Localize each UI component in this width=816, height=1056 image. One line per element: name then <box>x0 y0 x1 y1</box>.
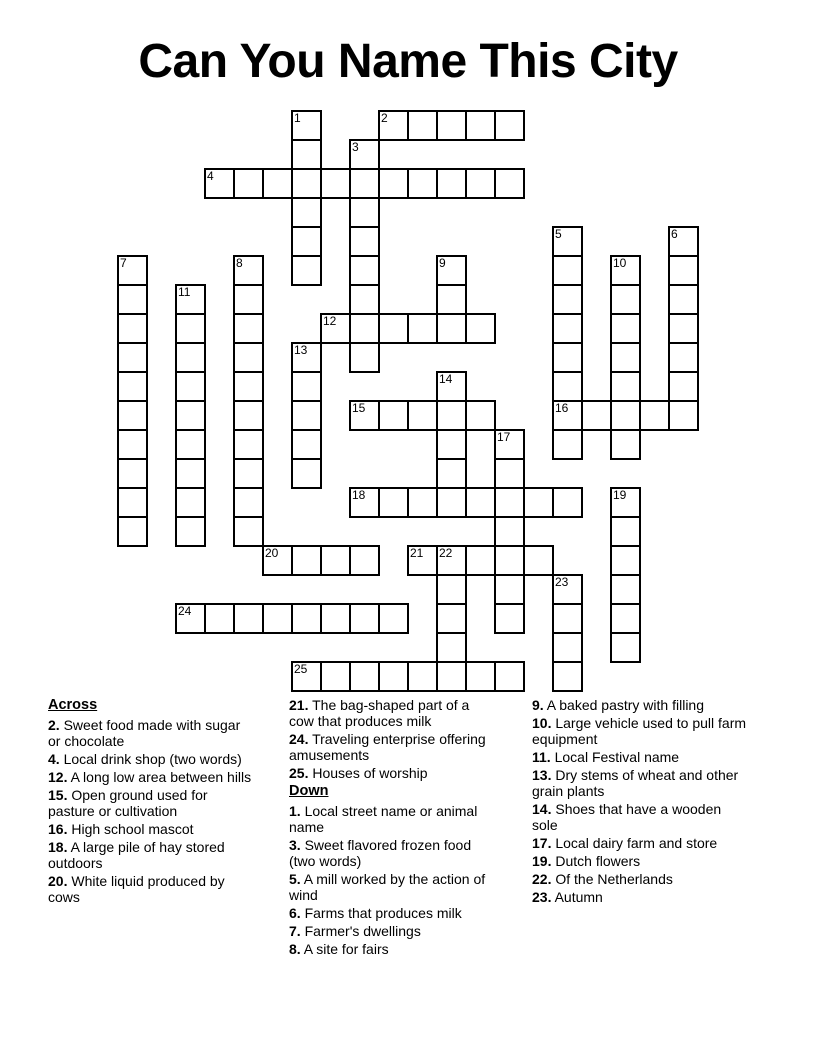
clue-number: 18. <box>48 839 68 855</box>
grid-cell[interactable] <box>175 400 206 431</box>
clue-item: 9. A baked pastry with filling <box>532 697 704 713</box>
grid-cell[interactable] <box>610 342 641 373</box>
grid-cell[interactable] <box>233 603 264 634</box>
clue-item: 10. Large vehicle used to pull farm equipment <box>532 715 747 747</box>
clue-item: 15. Open ground used for pasture or cultivation <box>48 787 208 819</box>
clue-number: 12. <box>48 769 68 785</box>
grid-cell[interactable] <box>668 313 699 344</box>
down-heading: Down <box>289 783 329 799</box>
grid-cell[interactable] <box>436 458 467 489</box>
grid-cell[interactable] <box>320 661 351 692</box>
grid-cell[interactable] <box>175 516 206 547</box>
clue-item: 18. A large pile of hay stored outdoors <box>48 839 225 871</box>
down-clues-part1 <box>289 803 495 957</box>
grid-cell[interactable] <box>610 516 641 547</box>
grid-cell[interactable] <box>175 429 206 460</box>
clue-number: 19. <box>532 853 552 869</box>
grid-cell[interactable] <box>349 661 380 692</box>
grid-cell[interactable] <box>436 661 467 692</box>
clue-number: 14. <box>532 801 552 817</box>
grid-cell[interactable] <box>465 487 496 518</box>
grid-cell[interactable] <box>349 545 380 576</box>
cell-number: 11 <box>178 285 191 299</box>
grid-cell[interactable] <box>233 400 264 431</box>
grid-cell[interactable] <box>436 371 467 402</box>
down-clues-part2 <box>532 697 747 905</box>
grid-cell[interactable] <box>349 342 380 373</box>
grid-cell[interactable] <box>117 400 148 431</box>
grid-cell[interactable] <box>407 168 438 199</box>
grid-cell[interactable] <box>668 284 699 315</box>
grid-cell[interactable] <box>465 168 496 199</box>
cell-number: 9 <box>439 256 446 270</box>
grid-cell[interactable] <box>407 545 438 576</box>
grid-cell[interactable] <box>117 255 148 286</box>
clue-item: 23. Autumn <box>532 889 603 905</box>
grid-cell[interactable] <box>494 603 525 634</box>
clue-item: 25. Houses of worship <box>289 765 428 781</box>
grid-cell[interactable] <box>233 168 264 199</box>
grid-cell[interactable] <box>378 487 409 518</box>
cell-number: 17 <box>497 430 511 444</box>
grid-cell[interactable] <box>233 429 264 460</box>
clue-number: 11. <box>532 749 551 765</box>
grid-cell[interactable] <box>668 255 699 286</box>
cell-number: 8 <box>236 256 243 270</box>
cell-number: 3 <box>352 140 359 154</box>
grid-cell[interactable] <box>117 284 148 315</box>
grid-cell[interactable] <box>320 545 351 576</box>
grid-cell[interactable] <box>552 603 583 634</box>
grid-cell[interactable] <box>552 342 583 373</box>
grid-cell[interactable] <box>610 487 641 518</box>
grid-cell[interactable] <box>175 487 206 518</box>
grid-cell[interactable] <box>378 168 409 199</box>
clue-item: 12. A long low area between hills <box>48 769 252 785</box>
grid-cell[interactable] <box>668 371 699 402</box>
grid-cell[interactable] <box>291 139 322 170</box>
grid-cell[interactable] <box>262 545 293 576</box>
clue-number: 22. <box>532 871 552 887</box>
grid-cell[interactable] <box>436 603 467 634</box>
puzzle-title: Can You Name This City <box>138 35 678 88</box>
clue-item: 7. Farmer's dwellings <box>289 923 421 939</box>
clues-column-3 <box>532 697 747 907</box>
clue-item: 22. Of the Netherlands <box>532 871 673 887</box>
clue-number: 10. <box>532 715 552 731</box>
clue-number: 20. <box>48 873 68 889</box>
grid-cell[interactable] <box>407 110 438 141</box>
grid-cell[interactable] <box>291 603 322 634</box>
grid-cell[interactable] <box>291 371 322 402</box>
grid-cell[interactable] <box>436 429 467 460</box>
clue-number: 8. <box>289 941 301 957</box>
clue-item: 20. White liquid produced by cows <box>48 873 225 905</box>
grid-cell[interactable] <box>349 603 380 634</box>
grid-cell[interactable] <box>610 371 641 402</box>
clue-item: 2. Sweet food made with sugar or chocolate <box>48 717 241 749</box>
grid-cell[interactable] <box>320 168 351 199</box>
grid-cell[interactable] <box>204 603 235 634</box>
grid-cell[interactable] <box>262 168 293 199</box>
grid-cell[interactable] <box>465 400 496 431</box>
clue-item: 6. Farms that produces milk <box>289 905 462 921</box>
grid-cell[interactable] <box>233 487 264 518</box>
grid-cell[interactable] <box>668 226 699 257</box>
grid-cell[interactable] <box>320 603 351 634</box>
clue-number: 24. <box>289 731 309 747</box>
grid-cell[interactable] <box>552 487 583 518</box>
grid-cell[interactable] <box>233 516 264 547</box>
cell-number: 22 <box>439 546 453 560</box>
grid-cell[interactable] <box>610 284 641 315</box>
grid-cell[interactable] <box>407 400 438 431</box>
clue-number: 4. <box>48 751 60 767</box>
grid-cell[interactable] <box>407 661 438 692</box>
grid-cell[interactable] <box>349 255 380 286</box>
clue-item: 19. Dutch flowers <box>532 853 641 869</box>
clue-item: 21. The bag-shaped part of a cow that produces milk <box>289 697 470 729</box>
grid-cell[interactable] <box>436 255 467 286</box>
grid-cell[interactable] <box>639 400 670 431</box>
grid-cell[interactable] <box>349 168 380 199</box>
clue-number: 25. <box>289 765 309 781</box>
grid-cell[interactable] <box>465 661 496 692</box>
grid-cell[interactable] <box>436 110 467 141</box>
clue-item: 11. Local Festival name <box>532 749 680 765</box>
grid-cell[interactable] <box>494 574 525 605</box>
grid-cell[interactable] <box>552 255 583 286</box>
grid-cell[interactable] <box>494 429 525 460</box>
grid-cell[interactable] <box>233 458 264 489</box>
cell-number: 23 <box>555 575 569 589</box>
grid-cell[interactable] <box>291 342 322 373</box>
grid-cell[interactable] <box>291 255 322 286</box>
grid-cell[interactable] <box>291 168 322 199</box>
grid-cell[interactable] <box>523 545 554 576</box>
grid-cell[interactable] <box>233 342 264 373</box>
grid-cell[interactable] <box>378 661 409 692</box>
grid-cell[interactable] <box>436 487 467 518</box>
grid-cell[interactable] <box>204 168 235 199</box>
grid-cell[interactable] <box>291 429 322 460</box>
grid-cell[interactable] <box>117 429 148 460</box>
cell-number: 18 <box>352 488 366 502</box>
grid-cell[interactable] <box>552 371 583 402</box>
grid-cell[interactable] <box>552 284 583 315</box>
grid-cell[interactable] <box>610 313 641 344</box>
grid-cell[interactable] <box>581 400 612 431</box>
clue-item: 8. A site for fairs <box>289 941 389 957</box>
cell-number: 24 <box>178 604 192 618</box>
clue-number: 6. <box>289 905 301 921</box>
grid-cell[interactable] <box>349 197 380 228</box>
cell-number: 14 <box>439 372 453 386</box>
grid-cell[interactable] <box>436 574 467 605</box>
clue-item: 5. A mill worked by the action of wind <box>289 871 486 903</box>
grid-cell[interactable] <box>610 603 641 634</box>
grid-cell[interactable] <box>494 661 525 692</box>
grid-cell[interactable] <box>494 516 525 547</box>
across-clues-part2 <box>289 697 495 781</box>
clue-item: 24. Traveling enterprise offering amusements <box>289 731 486 763</box>
grid-cell[interactable] <box>291 661 322 692</box>
clue-item: 17. Local dairy farm and store <box>532 835 718 851</box>
grid-cell[interactable] <box>349 487 380 518</box>
clue-number: 1. <box>289 803 301 819</box>
grid-cell[interactable] <box>610 545 641 576</box>
grid-cell[interactable] <box>465 110 496 141</box>
grid-cell[interactable] <box>378 603 409 634</box>
grid-cell[interactable] <box>233 255 264 286</box>
grid-cell[interactable] <box>117 487 148 518</box>
grid-cell[interactable] <box>552 313 583 344</box>
grid-cell[interactable] <box>175 284 206 315</box>
cell-number: 20 <box>265 546 279 560</box>
grid-cell[interactable] <box>117 313 148 344</box>
grid-cell[interactable] <box>175 313 206 344</box>
clue-number: 23. <box>532 889 552 905</box>
grid-cell[interactable] <box>436 284 467 315</box>
clue-number: 17. <box>532 835 552 851</box>
cell-number: 5 <box>555 227 562 241</box>
clue-number: 21. <box>289 697 309 713</box>
across-clues-part1 <box>48 717 253 905</box>
grid-cell[interactable] <box>552 226 583 257</box>
cell-number: 15 <box>352 401 366 415</box>
grid-cell[interactable] <box>552 400 583 431</box>
clues-column-1 <box>48 697 253 907</box>
grid-cell[interactable] <box>552 661 583 692</box>
grid-cell[interactable] <box>117 371 148 402</box>
grid-cell[interactable] <box>668 400 699 431</box>
grid-cell[interactable] <box>291 458 322 489</box>
cell-number: 2 <box>381 111 388 125</box>
cell-number: 19 <box>613 488 627 502</box>
grid-cell[interactable] <box>610 400 641 431</box>
clue-item: 14. Shoes that have a wooden sole <box>532 801 722 833</box>
cell-number: 7 <box>120 256 127 270</box>
clue-number: 9. <box>532 697 544 713</box>
grid-cell[interactable] <box>494 545 525 576</box>
grid-cell[interactable] <box>175 371 206 402</box>
grid-cell[interactable] <box>494 168 525 199</box>
clue-number: 2. <box>48 717 60 733</box>
grid-cell[interactable] <box>610 255 641 286</box>
grid-cell[interactable] <box>349 226 380 257</box>
grid-cell[interactable] <box>610 632 641 663</box>
grid-cell[interactable] <box>291 110 322 141</box>
cell-number: 10 <box>613 256 627 270</box>
grid-cell[interactable] <box>175 603 206 634</box>
grid-cell[interactable] <box>378 110 409 141</box>
cell-number: 4 <box>207 169 214 183</box>
grid-cell[interactable] <box>291 545 322 576</box>
clue-number: 3. <box>289 837 301 853</box>
grid-cell[interactable] <box>349 400 380 431</box>
grid-cell[interactable] <box>117 516 148 547</box>
cell-number: 6 <box>671 227 678 241</box>
clue-item: 3. Sweet flavored frozen food (two words) <box>289 837 472 869</box>
grid-cell[interactable] <box>668 342 699 373</box>
grid-cell[interactable] <box>291 226 322 257</box>
grid-cell[interactable] <box>175 342 206 373</box>
grid-cell[interactable] <box>291 400 322 431</box>
clue-number: 13. <box>532 767 552 783</box>
grid-cell[interactable] <box>523 487 554 518</box>
clue-number: 5. <box>289 871 301 887</box>
clue-number: 16. <box>48 821 68 837</box>
grid-cell[interactable] <box>552 632 583 663</box>
grid-cell[interactable] <box>378 400 409 431</box>
grid-cell[interactable] <box>494 458 525 489</box>
grid-cell[interactable] <box>117 458 148 489</box>
grid-cell[interactable] <box>436 632 467 663</box>
grid-cell[interactable] <box>610 574 641 605</box>
grid-cell[interactable] <box>233 371 264 402</box>
cell-number: 13 <box>294 343 308 357</box>
clue-number: 15. <box>48 787 68 803</box>
grid-cell[interactable] <box>349 139 380 170</box>
grid-cell[interactable] <box>552 429 583 460</box>
grid-cell[interactable] <box>349 313 380 344</box>
grid-cell[interactable] <box>407 313 438 344</box>
clues-column-2 <box>289 697 495 959</box>
grid-cell[interactable] <box>436 168 467 199</box>
grid-cell[interactable] <box>378 313 409 344</box>
clue-item: 16. High school mascot <box>48 821 194 837</box>
clue-item: 4. Local drink shop (two words) <box>48 751 242 767</box>
grid-cell[interactable] <box>436 313 467 344</box>
clue-item: 1. Local street name or animal name <box>289 803 478 835</box>
grid-cell[interactable] <box>465 313 496 344</box>
clue-number: 7. <box>289 923 301 939</box>
cell-number: 25 <box>294 662 308 676</box>
clue-item: 13. Dry stems of wheat and other grain plants <box>532 767 739 799</box>
grid-cell[interactable] <box>175 458 206 489</box>
grid-cell[interactable] <box>465 545 496 576</box>
cell-number: 16 <box>555 401 569 415</box>
cell-number: 1 <box>294 111 301 125</box>
grid-cell[interactable] <box>436 545 467 576</box>
grid-cell[interactable] <box>291 197 322 228</box>
grid-cell[interactable] <box>494 110 525 141</box>
grid-cell[interactable] <box>233 313 264 344</box>
cell-number: 12 <box>323 314 337 328</box>
grid-cell[interactable] <box>407 487 438 518</box>
cell-number: 21 <box>410 546 424 560</box>
across-heading: Across <box>48 697 98 713</box>
grid-cell[interactable] <box>320 313 351 344</box>
grid-cell[interactable] <box>494 487 525 518</box>
grid-cell[interactable] <box>233 284 264 315</box>
grid-cell[interactable] <box>436 400 467 431</box>
grid-cell[interactable] <box>552 574 583 605</box>
grid-cell[interactable] <box>117 342 148 373</box>
grid-cell[interactable] <box>262 603 293 634</box>
grid-cell[interactable] <box>610 429 641 460</box>
grid-cell[interactable] <box>349 284 380 315</box>
